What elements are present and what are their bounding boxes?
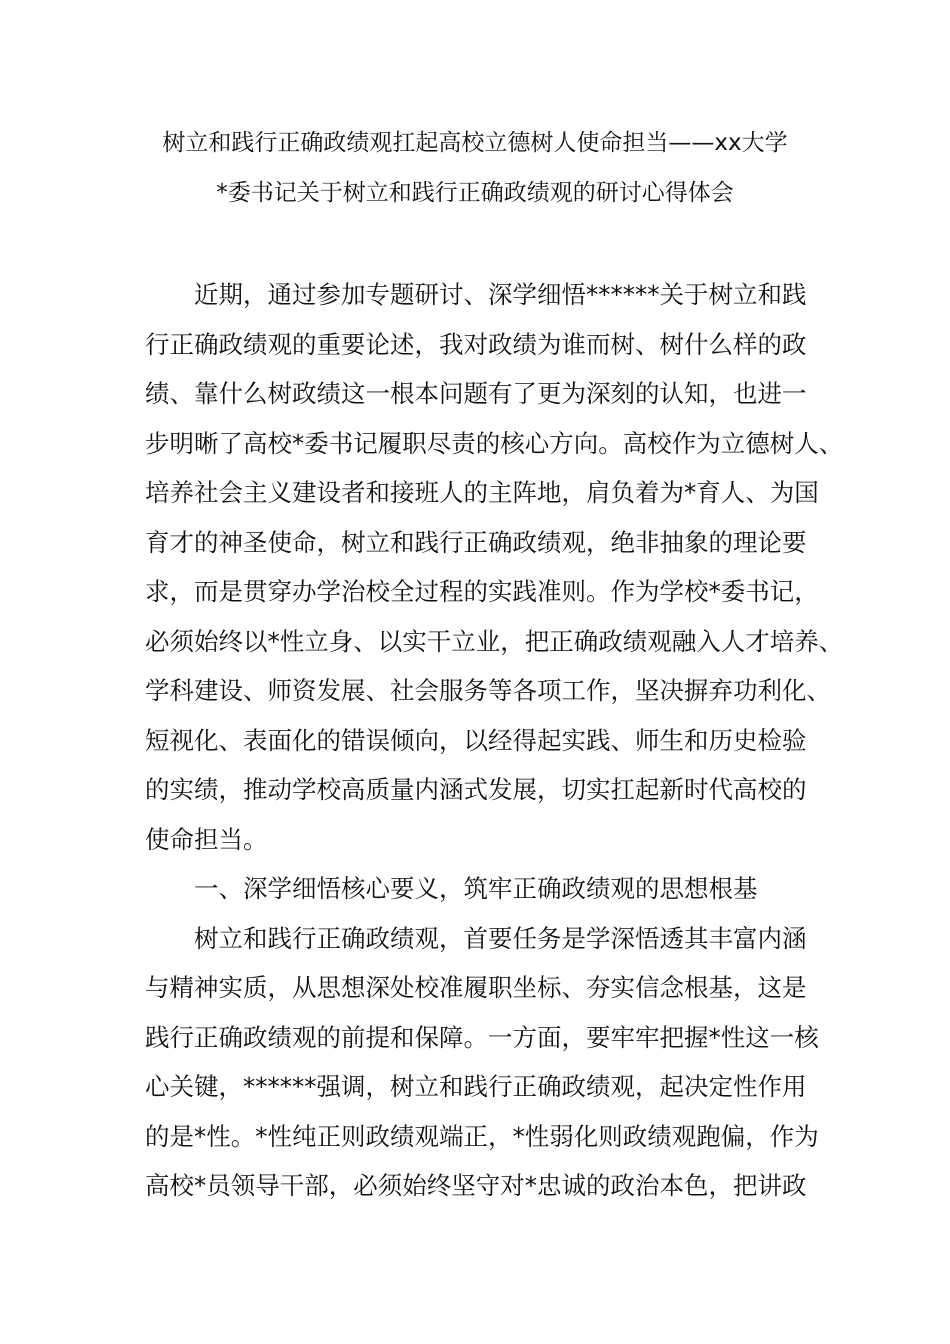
paragraph-line: 育才的神圣使命，树立和践行正确政绩观，绝非抽象的理论要 [145, 527, 807, 557]
paragraph-line: 使命担当。 [145, 824, 268, 854]
paragraph-line: 近期，通过参加专题研讨、深学细悟******关于树立和践 [194, 280, 807, 309]
paragraph-line: 步明晰了高校*委书记履职尽责的核心方向。高校作为立德树人、 [145, 428, 844, 458]
paragraph-line: 树立和践行正确政绩观，首要任务是学深悟透其丰富内涵 [194, 923, 807, 953]
section-1 [145, 864, 825, 1211]
paragraph-line: 短视化、表面化的错误倾向，以经得起实践、师生和历史检验 [145, 725, 807, 755]
paragraph-line: 必须始终以*性立身、以实干立业，把正确政绩观融入人才培养、 [145, 626, 844, 656]
document-title-line-1: 树立和践行正确政绩观扛起高校立德树人使命担当——xx大学 [162, 130, 788, 156]
paragraph-line: 绩、靠什么树政绩这一根本问题有了更为深刻的认知，也进一 [145, 379, 807, 408]
paragraph-line: 与精神实质，从思想深处校准履职坐标、夯实信念根基，这是 [145, 973, 807, 1002]
paragraph-line: 高校*员领导干部，必须始终坚守对*忠诚的政治本色，把讲政 [145, 1171, 807, 1200]
paragraph-line: 践行正确政绩观的前提和保障。一方面，要牢牢把握*性这一核 [145, 1022, 819, 1052]
paragraph-line: 求，而是贯穿办学治校全过程的实践准则。作为学校*委书记， [145, 577, 819, 606]
paragraph-line: 培养社会主义建设者和接班人的主阵地，肩负着为*育人、为国 [145, 478, 819, 507]
paragraph-line: 学科建设、师资发展、社会服务等各项工作，坚决摒弃功利化、 [145, 676, 831, 705]
paragraph-intro [145, 270, 844, 864]
paragraph-line: 的实绩，推动学校高质量内涵式发展，切实扛起新时代高校的 [145, 775, 807, 804]
paragraph-line: 的是*性。*性纯正则政绩观端正，*性弱化则政绩观跑偏，作为 [145, 1121, 819, 1151]
paragraph-line: 心关键，******强调，树立和践行正确政绩观，起决定性作用 [145, 1072, 807, 1101]
document-title-line-2: *委书记关于树立和践行正确政绩观的研讨心得体会 [216, 180, 734, 206]
section-heading: 一、深学细悟核心要义，筑牢正确政绩观的思想根基 [194, 874, 758, 903]
paragraph-line: 行正确政绩观的重要论述，我对政绩为谁而树、树什么样的政 [145, 329, 807, 359]
